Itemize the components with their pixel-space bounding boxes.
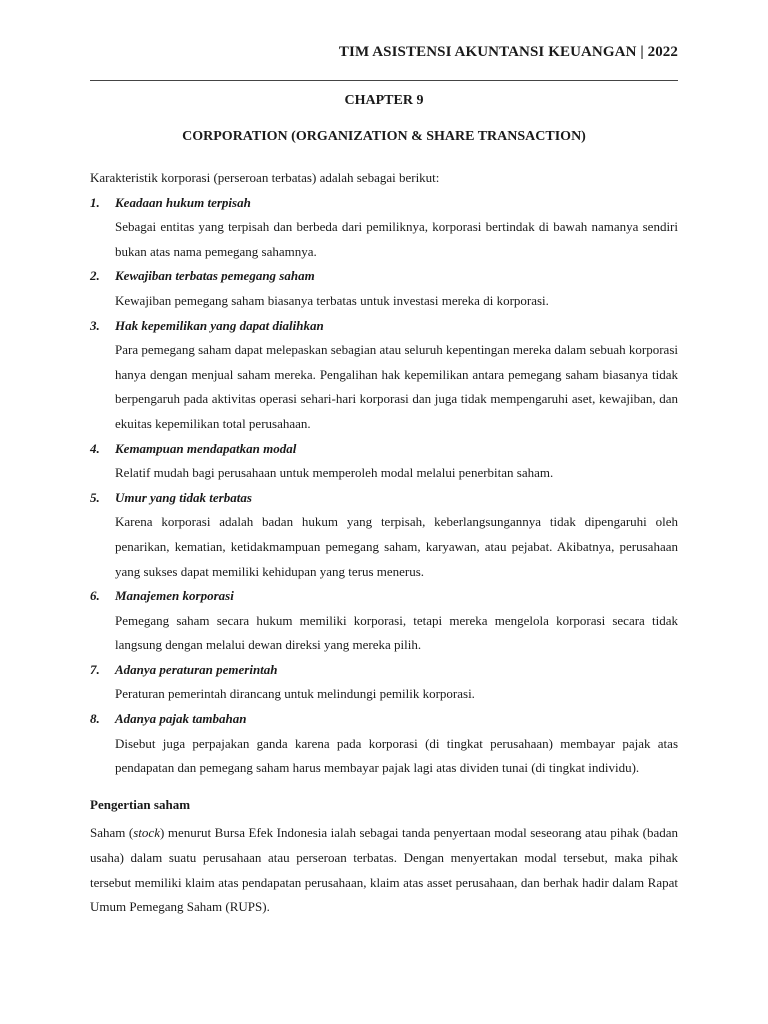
list-item-number: 3. (90, 317, 100, 333)
list-item-heading: Kemampuan mendapatkan modal (115, 440, 297, 456)
list-item-heading-row (90, 437, 678, 462)
list-item-body: Peraturan pemerintah dirancang untuk melindungi pemilik korporasi. (115, 686, 475, 702)
list-item-body: Para pemegang saham dapat melepaskan sebagian atau seluruh kepentingan mereka dalam sebuah korporasi hanya dengan menjual saham mereka. Pengalihan hak kepemilikan antara pemegang saham biasanya tidak berpengaruh pada aktivitas operasi sehari-hari korporasi dan juga tidak mempengaruhi aset, kewajiban, dan ekuitas kepemilikan total perusahaan. (115, 342, 678, 431)
list-item-heading: Umur yang tidak terbatas (115, 489, 252, 505)
list-item-body: Pemegang saham secara hukum memiliki korporasi, tetapi mereka mengelola korporasi secara tidak langsung dengan melalui dewan direksi yang mereka pilih. (115, 612, 678, 653)
list-item-heading: Kewajiban terbatas pemegang saham (115, 268, 315, 284)
header-title: TIM ASISTENSI AKUNTANSI KEUANGAN | 2022 (338, 44, 678, 60)
intro-paragraph: Karakteristik korporasi (perseroan terbatas) adalah sebagai berikut: (90, 170, 440, 185)
list-item-heading: Adanya pajak tambahan (115, 711, 247, 727)
list-item-heading-row (90, 584, 678, 609)
list-item-number: 7. (90, 661, 100, 677)
list-item-body: Disebut juga perpajakan ganda karena pada korporasi (di tingkat perusahaan) membayar pajak atas pendapatan dan pemegang saham harus membayar pajak lagi atas dividen tunai (di tingkat individu). (115, 735, 678, 776)
list-item (90, 314, 678, 437)
list-item (90, 707, 678, 781)
list-item (90, 191, 678, 265)
section-heading: Pengertian saham (90, 796, 191, 812)
section-paragraph-lead: Saham ( (90, 825, 134, 841)
list-item-number: 1. (90, 194, 100, 210)
list-item-heading: Keadaan hukum terpisah (115, 194, 251, 210)
document-body (90, 166, 678, 933)
list-item-number: 2. (90, 268, 100, 284)
chapter-label: CHAPTER 9 (344, 93, 424, 108)
list-item (90, 584, 678, 658)
list-item-body: Kewajiban pemegang saham biasanya terbatas untuk investasi mereka di korporasi. (115, 292, 549, 308)
chapter-title: CORPORATION (ORGANIZATION & SHARE TRANSACTION) (182, 129, 586, 144)
list-item-heading-row (90, 314, 678, 339)
stock-term: stock (133, 825, 160, 841)
list-item-heading: Adanya peraturan pemerintah (115, 661, 278, 677)
list-item-heading-row (90, 658, 678, 683)
list-item (90, 437, 678, 486)
list-item (90, 658, 678, 707)
section-paragraph (90, 821, 678, 919)
list-item (90, 264, 678, 313)
list-item-heading-row (90, 191, 678, 216)
list-item-body: Karena korporasi adalah badan hukum yang terpisah, keberlangsungannya tidak dipengaruhi oleh penarikan, kematian, ketidakmampuan pemegang saham, karyawan, atau pejabat. Akibatnya, perusahaan yang sukses dapat memiliki kehidupan yang terus menerus. (115, 514, 678, 579)
list-item-number: 4. (90, 440, 100, 456)
list-item-heading-row (90, 707, 678, 732)
list-item-heading: Hak kepemilikan yang dapat dialihkan (115, 317, 324, 333)
list-item-number: 5. (90, 489, 100, 505)
list-item-heading-row (90, 486, 678, 511)
header-divider (90, 80, 678, 81)
list-item-number: 8. (90, 711, 100, 727)
list-item (90, 486, 678, 584)
list-item-body: Relatif mudah bagi perusahaan untuk memperoleh modal melalui penerbitan saham. (115, 465, 554, 481)
list-item-number: 6. (90, 588, 100, 604)
list-item-heading: Manajemen korporasi (115, 588, 234, 604)
list-item-body: Sebagai entitas yang terpisah dan berbeda dari pemiliknya, korporasi bertindak di bawah namanya sendiri bukan atas nama pemegang sahamnya. (115, 219, 678, 259)
characteristics-list (90, 191, 678, 781)
section-paragraph-rest: ) menurut Bursa Efek Indonesia ialah sebagai tanda penyertaan modal seseorang atau pihak (badan usaha) dalam suatu perusahaan atau perseroan terbatas. Dengan menyertakan modal tersebut, maka pihak tersebut memiliki klaim atas pendapatan perusahaan, klaim atas asset perusahaan, dan berhak hadir dalam Rapat Umum Pemegang Saham (RUPS). (90, 825, 678, 915)
list-item-heading-row (90, 264, 678, 289)
